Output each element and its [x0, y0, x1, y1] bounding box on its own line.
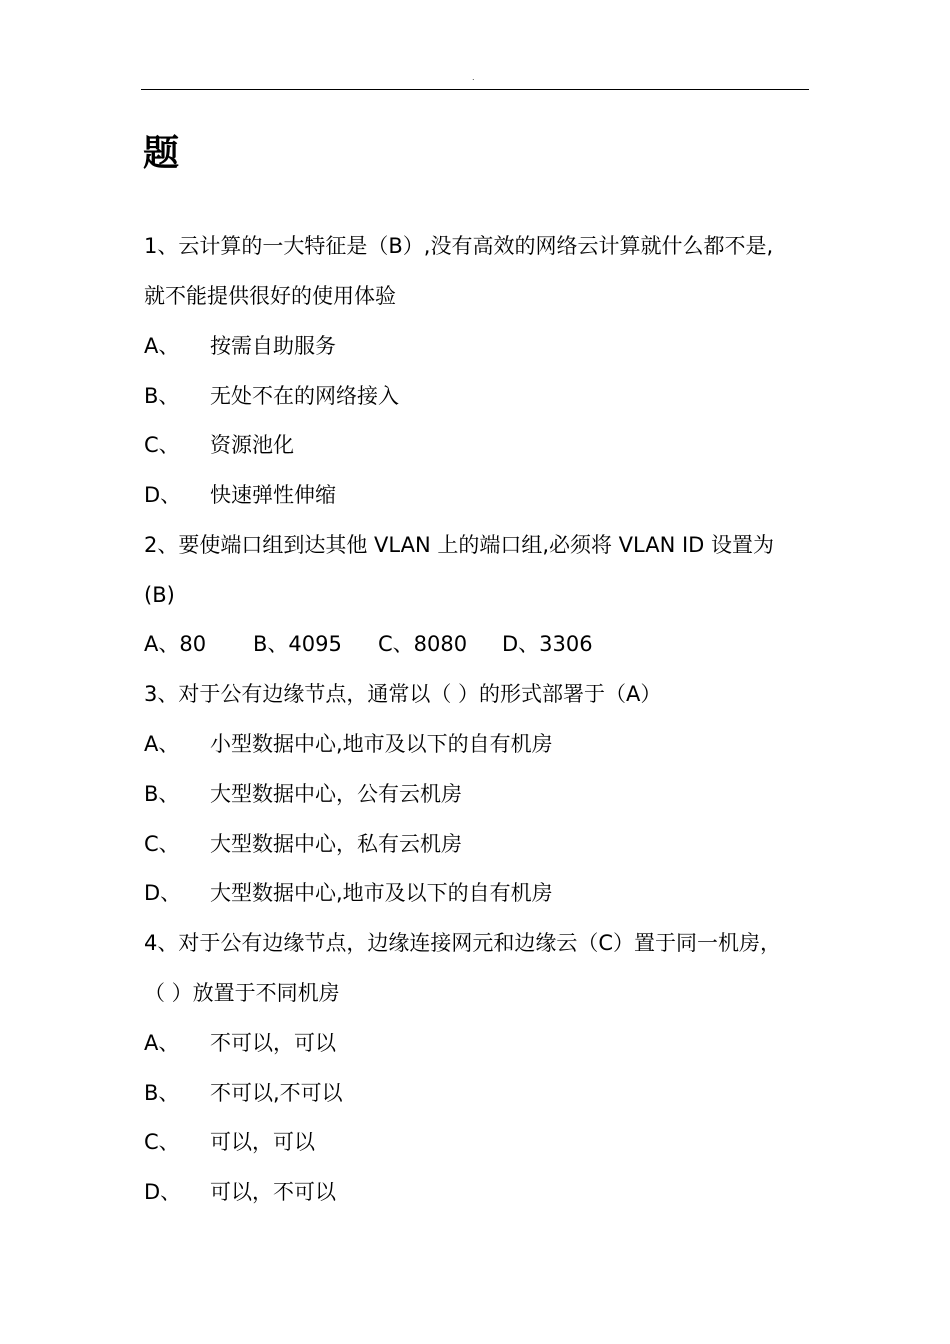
question-1-option-a-letter: A、	[144, 334, 180, 358]
header-dot: .	[472, 73, 475, 82]
question-3-stem-line-1: 3、对于公有边缘节点，通常以（ ）的形式部署于（A）	[144, 682, 662, 706]
question-4-stem-line-1: 4、对于公有边缘节点，边缘连接网元和边缘云（C）置于同一机房，	[144, 931, 782, 955]
question-4-option-d-text: 可以，不可以	[210, 1180, 336, 1204]
question-1-option-d-text: 快速弹性伸缩	[210, 483, 336, 507]
question-2-option-c: C、8080	[378, 632, 468, 656]
question-4-option-d-letter: D、	[144, 1180, 182, 1204]
question-3-option-b-text: 大型数据中心，公有云机房	[210, 782, 462, 806]
question-4-option-b-letter: B、	[144, 1081, 180, 1105]
question-1-option-c-letter: C、	[144, 433, 180, 457]
question-2-stem-line-1: 2、要使端口组到达其他 VLAN 上的端口组,必须将 VLAN ID 设置为	[144, 533, 775, 557]
question-3-option-c-letter: C、	[144, 832, 180, 856]
question-3-option-b-letter: B、	[144, 782, 180, 806]
question-1-option-c-text: 资源池化	[210, 433, 294, 457]
question-2-option-d: D、3306	[502, 632, 593, 656]
question-4-stem-line-2: （ ）放置于不同机房	[144, 981, 340, 1005]
question-3-option-d-text: 大型数据中心,地市及以下的自有机房	[210, 881, 553, 905]
question-2-option-b: B、4095	[253, 632, 342, 656]
question-4-option-c-text: 可以，可以	[210, 1130, 315, 1154]
question-4-option-b-text: 不可以,不可以	[210, 1081, 343, 1105]
question-1-stem-line-2: 就不能提供很好的使用体验	[144, 284, 396, 308]
question-1-option-b-text: 无处不在的网络接入	[210, 384, 399, 408]
question-1-option-a-text: 按需自助服务	[210, 334, 336, 358]
question-4-option-c-letter: C、	[144, 1130, 180, 1154]
question-1-option-d-letter: D、	[144, 483, 182, 507]
page-title: 题	[143, 133, 180, 174]
question-3-option-a-letter: A、	[144, 732, 180, 756]
question-4-option-a-letter: A、	[144, 1031, 180, 1055]
question-4-option-a-text: 不可以，可以	[210, 1031, 336, 1055]
header-rule	[141, 89, 809, 90]
question-2-stem-line-2: (B)	[144, 583, 175, 607]
question-3-option-d-letter: D、	[144, 881, 182, 905]
question-1-stem-line-1: 1、云计算的一大特征是（B）,没有高效的网络云计算就什么都不是,	[144, 234, 774, 258]
question-3-option-c-text: 大型数据中心，私有云机房	[210, 832, 462, 856]
question-3-option-a-text: 小型数据中心,地市及以下的自有机房	[210, 732, 553, 756]
question-1-option-b-letter: B、	[144, 384, 180, 408]
question-2-option-a: A、80	[144, 632, 207, 656]
